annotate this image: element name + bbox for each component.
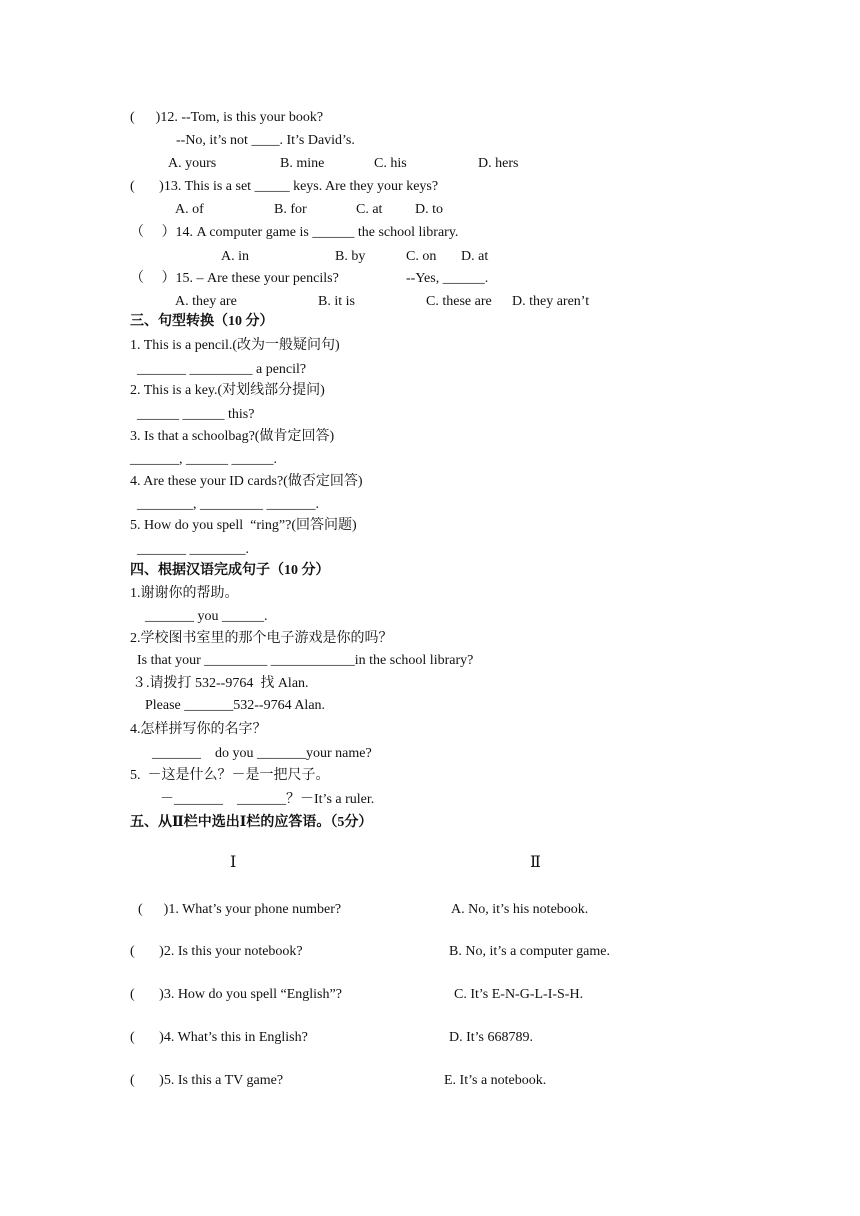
q15-option-b: B. it is [318,294,355,309]
match-question-4: ( )4. What’s this in English? [130,1030,308,1045]
s3-item5-question: 5. How do you spell “ring”?(回答问题) [130,518,357,533]
s3-item3-answer: _______, ______ ______. [130,452,277,467]
match-answer-a: A. No, it’s his notebook. [451,902,589,917]
q12-stem: ( )12. --Tom, is this your book? [130,110,324,125]
s4-item2-answer: Is that your _________ ____________in the school library? [137,653,474,668]
q14-stem: （ ）14. A computer game is ______ the school library. [130,225,459,240]
s3-item4-question: 4. Are these your ID cards?(做否定回答) [130,474,363,489]
q14-option-c: C. on [406,249,437,264]
s4-item1-answer: _______ you ______. [145,609,268,624]
q13-option-b: B. for [274,202,307,217]
s3-item1-answer: _______ _________ a pencil? [137,362,307,377]
section4-heading: 四、根据汉语完成句子（10 分） [130,563,330,578]
match-answer-c: C. It’s E-N-G-L-I-S-H. [454,987,584,1002]
s4-item4-answer: _______ do you _______your name? [152,746,372,761]
q12-option-c: C. his [374,156,407,171]
match-question-5: ( )5. Is this a TV game? [130,1073,284,1088]
s3-item2-question: 2. This is a key.(对划线部分提问) [130,383,325,398]
q13-option-c: C. at [356,202,383,217]
s3-item2-answer: ______ ______ this? [137,407,255,422]
s3-item1-question: 1. This is a pencil.(改为一般疑问句) [130,338,340,353]
q14-option-d: D. at [461,249,489,264]
q12-reply: --No, it’s not ____. It’s David’s. [176,133,355,148]
match-question-2: ( )2. Is this your notebook? [130,944,303,959]
q12-option-d: D. hers [478,156,519,171]
q14-option-a: A. in [221,249,249,264]
q15-reply: --Yes, ______. [406,271,489,286]
q13-option-a: A. of [175,202,204,217]
s4-item5-answer: －_______ _______？－It’s a ruler. [160,792,375,807]
column-one-header: Ⅰ [230,854,237,871]
match-answer-d: D. It’s 668789. [449,1030,533,1045]
s4-item3-answer: Please _______532--9764 Alan. [145,698,326,713]
q13-option-d: D. to [415,202,443,217]
s4-item4-question: 4.怎样拼写你的名字？ [130,722,267,737]
q13-stem: ( )13. This is a set _____ keys. Are they your keys? [130,179,439,194]
match-answer-e: E. It’s a notebook. [444,1073,547,1088]
s3-item5-answer: _______ ________. [137,542,249,557]
column-two-header: Ⅱ [530,854,541,871]
match-question-1: ( )1. What’s your phone number? [138,902,342,917]
s3-item4-answer: ________, _________ _______. [137,497,319,512]
section5-heading: 五、从Ⅱ栏中选出Ⅰ栏的应答语。（5分） [130,815,373,830]
s4-item1-question: 1.谢谢你的帮助。 [130,586,239,601]
match-answer-b: B. No, it’s a computer game. [449,944,610,959]
s4-item3-question: ３.请拨打 532--9764 找 Alan. [132,676,309,691]
s4-item5-question: 5. －这是什么？－是一把尺子。 [130,768,330,783]
section3-heading: 三、句型转换（10 分） [130,314,274,329]
q12-option-a: A. yours [168,156,217,171]
s3-item3-question: 3. Is that a schoolbag?(做肯定回答) [130,429,335,444]
q15-stem: （ ）15. – Are these your pencils? [130,271,339,286]
match-question-3: ( )3. How do you spell “English”? [130,987,342,1002]
q14-option-b: B. by [335,249,366,264]
q12-option-b: B. mine [280,156,325,171]
q15-option-d: D. they aren’t [512,294,590,309]
s4-item2-question: 2.学校图书室里的那个电子游戏是你的吗？ [130,631,393,646]
q15-option-a: A. they are [175,294,237,309]
q15-option-c: C. these are [426,294,492,309]
